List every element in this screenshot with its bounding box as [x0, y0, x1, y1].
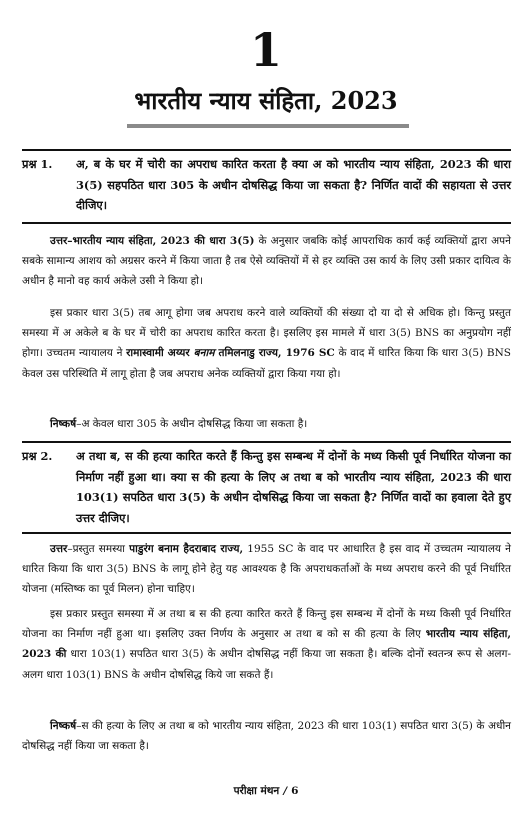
- answer-1-paragraph-1: [22, 231, 511, 292]
- question-2-text: अ तथा ब, स की हत्या कारित करते हैं किन्तु इस सम्बन्ध में दोनों के मध्य किसी पूर्व निर्धारित योजना का निर्माण नहीं हुआ था। क्या स की हत्या के लिए अ तथा ब को भारतीय न्याय संहिता, 2023 की धारा 103(1) सपठित धारा 3(5) के अधीन दोषसिद्ध किया जा सकता है? निर्णित वादों का हवाला देते हुए उत्तर दीजिए।: [76, 449, 511, 525]
- footer-separator: /: [283, 785, 288, 797]
- answer-1-lead: उत्तर–भारतीय न्याय संहिता, 2023 की धारा 3(5): [50, 235, 255, 247]
- footer-label: परीक्षा मंथन: [233, 785, 280, 797]
- answer-2-label: उत्तर: [50, 543, 68, 555]
- question-1: [22, 154, 511, 216]
- question-2-label: प्रश्न 2.: [22, 449, 53, 463]
- question-1-text: अ, ब के घर में चोरी का अपराध कारित करता है क्या अ को भारतीय न्याय संहिता, 2023 की धारा 3(5) सहपठित धारा 305 के अधीन दोषसिद्ध किया जा सकता है? निर्णित वादों की सहायता से उत्तर दीजिए।: [76, 157, 511, 212]
- page-number: 6: [291, 785, 299, 797]
- conclusion-1-label: निष्कर्ष: [50, 418, 77, 430]
- question-2-bottom-rule: [22, 532, 511, 534]
- answer-1-text-2b: के वाद में धारित किया कि धारा 3(5) BNS केवल उस परिस्थिति में लागू होता है जब अपराध अनेक व्यक्तियों द्वारा किया गया हो।: [22, 347, 511, 380]
- question-1-top-rule: [22, 149, 511, 151]
- answer-2-text-2b: धारा 103(1) सपठित धारा 3(5) के अधीन दोषसिद्ध नहीं किया जा सकता है। बल्कि दोनों स्वतन्त्र रूप से अलग-अलग धारा 103(1) BNS के अधीन दोषसिद्ध किये जा सकते हैं।: [22, 648, 512, 681]
- page-footer: [0, 784, 532, 798]
- case-name-1: रामास्वामी अय्यर: [126, 347, 190, 360]
- question-2-top-rule: [22, 441, 511, 443]
- case-name-2: तमिलनाडु राज्य, 1976 SC: [218, 347, 335, 360]
- title-underline: [127, 124, 409, 128]
- answer-2-bold-phrase: भारतीय न्याय संहिता, 2023 की: [22, 628, 511, 661]
- answer-2-text-1a: –प्रस्तुत समस्या: [67, 543, 130, 555]
- chapter-title: भारतीय न्याय संहिता, 2023: [134, 86, 398, 115]
- question-1-bottom-rule: [22, 222, 511, 224]
- answer-1-text-1: के अनुसार जबकि कोई आपराधिक कार्य कई व्यक्तियों द्वारा अपने सबके सामान्य आशय को अग्रसर करने में किया जाता है तब ऐसे व्यक्तियों में से हर व्यक्ति उस कार्य के लिए उसी प्रकार दायित्व के अधीन है मानो वह कार्य अकेले उसी ने किया हो।: [22, 235, 511, 288]
- answer-1-conclusion: [22, 414, 511, 434]
- answer-1-text-2a: इस प्रकार धारा 3(5) तब आगू होगा जब अपराध करने वाले व्यक्तियों की संख्या दो या दो से अधिक हो। किन्तु प्रस्तुत समस्या में अ अकेले ब के घर में चोरी का अपराध कारित करता है। इसलिए इस मामले में धारा 3(5) BNS का अनुप्रयोग नहीं होगा। उच्चतम न्यायालय ने: [22, 307, 511, 360]
- conclusion-2-text: –स की हत्या के लिए अ तथा ब को भारतीय न्याय संहिता, 2023 की धारा 103(1) सपठित धारा 3(5) के अधीन दोषसिद्ध नहीं किया जा सकता है।: [22, 720, 511, 753]
- conclusion-2-label: निष्कर्ष: [50, 720, 77, 732]
- answer-2-conclusion: [22, 716, 511, 756]
- answer-1-paragraph-2: [22, 303, 511, 384]
- answer-2-text-2a: इस प्रकार प्रस्तुत समस्या में अ तथा ब स की हत्या कारित करते हैं किन्तु इस सम्बन्ध में दोनों के मध्य किसी पूर्व निर्धारित योजना का निर्माण नहीं हुआ था। इसलिए उक्त निर्णय के अनुसार अ तथा ब को स की हत्या के लिए: [22, 608, 511, 641]
- case-name-3: पाडुरंग बनाम हैदराबाद राज्य,: [129, 543, 244, 555]
- question-2: [22, 446, 511, 528]
- answer-2-text-1b: 1955 SC के वाद पर आधारित है इस वाद में उच्चतम न्यायालय ने धारित किया कि धारा 3(5) BNS के लागू होने हेतु यह आवश्यक है कि अपराधकर्ताओं के मध्य अपराध करने की पूर्व निर्धारित योजना (मस्तिष्क का पूर्व मिलन) होना चाहिए।: [22, 543, 512, 596]
- case-banam: बनाम: [189, 347, 219, 360]
- answer-2-paragraph-1: [22, 539, 511, 600]
- chapter-number: 1: [249, 23, 282, 77]
- answer-2-paragraph-2: [22, 604, 511, 685]
- conclusion-1-text: –अ केवल धारा 305 के अधीन दोषसिद्ध किया जा सकता है।: [76, 418, 308, 430]
- question-1-label: प्रश्न 1.: [22, 157, 53, 171]
